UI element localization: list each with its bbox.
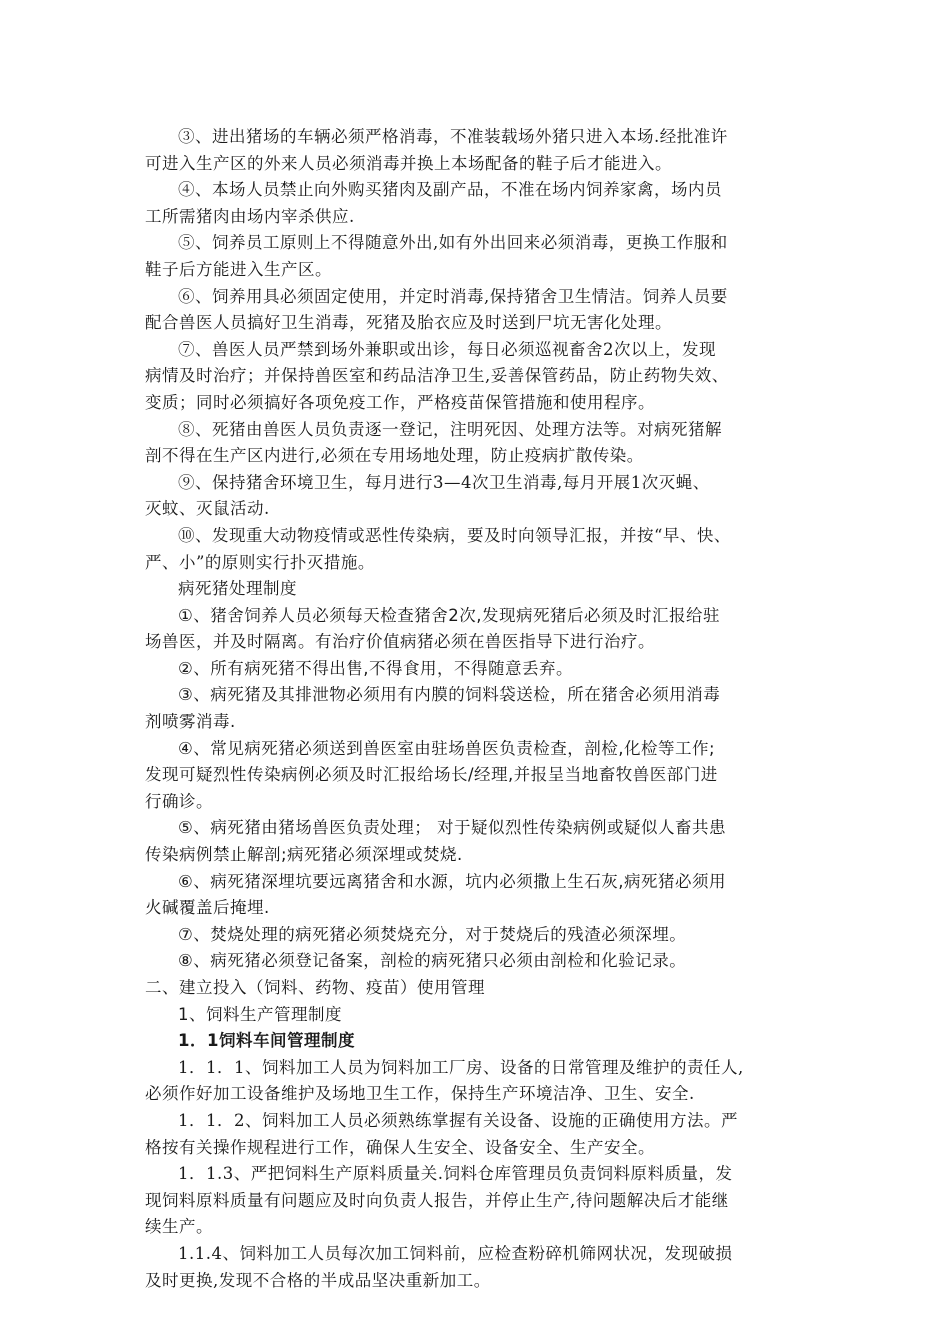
paragraph-line: 发现可疑烈性传染病例必须及时汇报给场长/经理,并报呈当地畜牧兽医部门进: [145, 765, 718, 785]
paragraph-p6: [145, 284, 810, 337]
paragraph-line: 病情及时治疗；并保持兽医室和药品洁净卫生,妥善保管药品，防止药物失效、: [145, 366, 729, 386]
paragraph-line: ④、常见病死猪必须送到兽医室由驻场兽医负责检查，剖检,化检等工作;: [178, 738, 716, 758]
paragraph-line: 剂喷雾消毒.: [145, 712, 236, 732]
paragraph-d4: [145, 736, 810, 816]
paragraph-line: ⑧、病死猪必须登记备案，剖检的病死猪只必须由剖检和化验记录。: [178, 951, 687, 971]
paragraph-f4: [145, 1241, 810, 1294]
paragraph-line: 续生产。: [145, 1217, 213, 1237]
paragraph-line: ⑤、病死猪由猪场兽医负责处理； 对于疑似烈性传染病例或疑似人畜共患: [178, 818, 727, 838]
paragraph-line: 剖不得在生产区内进行,必须在专用场地处理，防止疫病扩散传染。: [145, 446, 644, 466]
paragraph-line: 灭蚊、灭鼠活动.: [145, 499, 270, 519]
paragraph-p5: [145, 230, 810, 283]
paragraph-line: ③、病死猪及其排泄物必须用有内膜的饲料袋送检，所在猪舍必须用消毒: [178, 685, 721, 705]
paragraph-line: 传染病例禁止解剖;病死猪必须深埋或焚烧.: [145, 845, 463, 865]
paragraph-line: ⑥、饲养用具必须固定使用，并定时消毒,保持猪舍卫生情洁。饲养人员要: [178, 286, 728, 306]
paragraph-line: 鞋子后方能进入生产区。: [145, 259, 332, 279]
paragraph-line: 现饲料原料质量有问题应及时向负责人报告，并停止生产,待问题解决后才能继: [145, 1190, 729, 1210]
paragraph-line: ⑩、发现重大动物疫情或恶性传染病，要及时向领导汇报，并按“早、快、: [178, 525, 731, 545]
paragraph-p9: [145, 470, 810, 523]
paragraph-line: ⑥、病死猪深埋坑要远离猪舍和水源，坑内必须撒上生石灰,病死猪必须用: [178, 871, 727, 891]
paragraph-line: 配合兽医人员搞好卫生消毒，死猪及胎衣应及时送到尸坑无害化处理。: [145, 313, 672, 333]
paragraph-line: 1．1．1、饲料加工人员为饲料加工厂房、设备的日常管理及维护的责任人,: [178, 1057, 744, 1077]
paragraph-line: 1．1.3、严把饲料生产原料质量关.饲料仓库管理员负责饲料原料质量，发: [178, 1164, 733, 1184]
paragraph-line: 1．1．2、饲料加工人员必须熟练掌握有关设备、设施的正确使用方法。严: [178, 1110, 738, 1130]
paragraph-line: 必须作好加工设备维护及场地卫生工作，保持生产环境洁净、卫生、安全.: [145, 1084, 695, 1104]
paragraph-p7: [145, 337, 810, 417]
paragraph-line: 1、饲料生产管理制度: [178, 1004, 342, 1024]
paragraph-h1: [145, 576, 810, 603]
paragraph-line: ⑦、兽医人员严禁到场外兼职或出诊，每日必须巡视畜舍2次以上，发现: [178, 339, 716, 359]
paragraph-line: 场兽医，并及时隔离。有治疗价值病猪必须在兽医指导下进行治疗。: [145, 632, 655, 652]
paragraph-p8: [145, 417, 810, 470]
paragraph-d6: [145, 869, 810, 922]
paragraph-s2: [145, 975, 810, 1002]
paragraph-line: ⑦、焚烧处理的病死猪必须焚烧充分，对于焚烧后的残渣必须深埋。: [178, 924, 687, 944]
paragraph-line: ②、所有病死猪不得出售,不得食用，不得随意丢弃。: [178, 658, 574, 678]
paragraph-line: 格按有关操作规程进行工作，确保人生安全、设备安全、生产安全。: [145, 1137, 655, 1157]
document-page: [145, 124, 810, 1294]
paragraph-p3: [145, 124, 810, 177]
paragraph-s2-1: [145, 1002, 810, 1029]
paragraph-line: ⑨、保持猪舍环境卫生，每月进行3—4次卫生消毒,每月开展1次灭蝇、: [178, 472, 710, 492]
paragraph-line: 二、建立投入（饲料、药物、疫苗）使用管理: [145, 978, 485, 997]
paragraph-d8: [145, 948, 810, 975]
paragraph-d2: [145, 656, 810, 683]
paragraph-s2-1-1: [145, 1028, 810, 1055]
paragraph-f2: [145, 1108, 810, 1161]
paragraph-p10: [145, 523, 810, 576]
paragraph-line: ③、进出猪场的车辆必须严格消毒，不准装载场外猪只进入本场.经批准许: [178, 127, 728, 146]
paragraph-line: 及时更换,发现不合格的半成品坚决重新加工。: [145, 1270, 491, 1290]
paragraph-line: 行确诊。: [145, 791, 213, 811]
paragraph-line: ⑧、死猪由兽医人员负责逐一登记，注明死因、处理方法等。对病死猪解: [178, 419, 722, 439]
paragraph-f1: [145, 1055, 810, 1108]
paragraph-line: 变质；同时必须搞好各项免疫工作，严格疫苗保管措施和使用程序。: [145, 392, 655, 412]
paragraph-f3: [145, 1161, 810, 1241]
paragraph-line: ①、猪舍饲养人员必须每天检查猪舍2次,发现病死猪后必须及时汇报给驻: [178, 605, 721, 625]
paragraph-d5: [145, 815, 810, 868]
paragraph-line: 可进入生产区的外来人员必须消毒并换上本场配备的鞋子后才能进入。: [145, 153, 672, 173]
paragraph-line: ④、本场人员禁止向外购买猪肉及副产品，不准在场内饲养家禽，场内员: [178, 180, 722, 200]
paragraph-d7: [145, 922, 810, 949]
paragraph-line: 1.1.4、饲料加工人员每次加工饲料前，应检查粉碎机筛网状况，发现破损: [178, 1243, 733, 1263]
paragraph-line: 火碱覆盖后掩埋.: [145, 898, 270, 918]
paragraph-line: ⑤、饲养员工原则上不得随意外出,如有外出回来必须消毒，更换工作服和: [178, 233, 728, 253]
paragraph-line: 工所需猪肉由场内宰杀供应.: [145, 206, 355, 226]
paragraph-line: 病死猪处理制度: [178, 579, 297, 599]
paragraph-line: 1．1饲料车间管理制度: [178, 1031, 355, 1051]
paragraph-d1: [145, 603, 810, 656]
paragraph-line: 严、小”的原则实行扑灭措施。: [145, 552, 375, 572]
paragraph-d3: [145, 682, 810, 735]
paragraph-p4: [145, 177, 810, 230]
